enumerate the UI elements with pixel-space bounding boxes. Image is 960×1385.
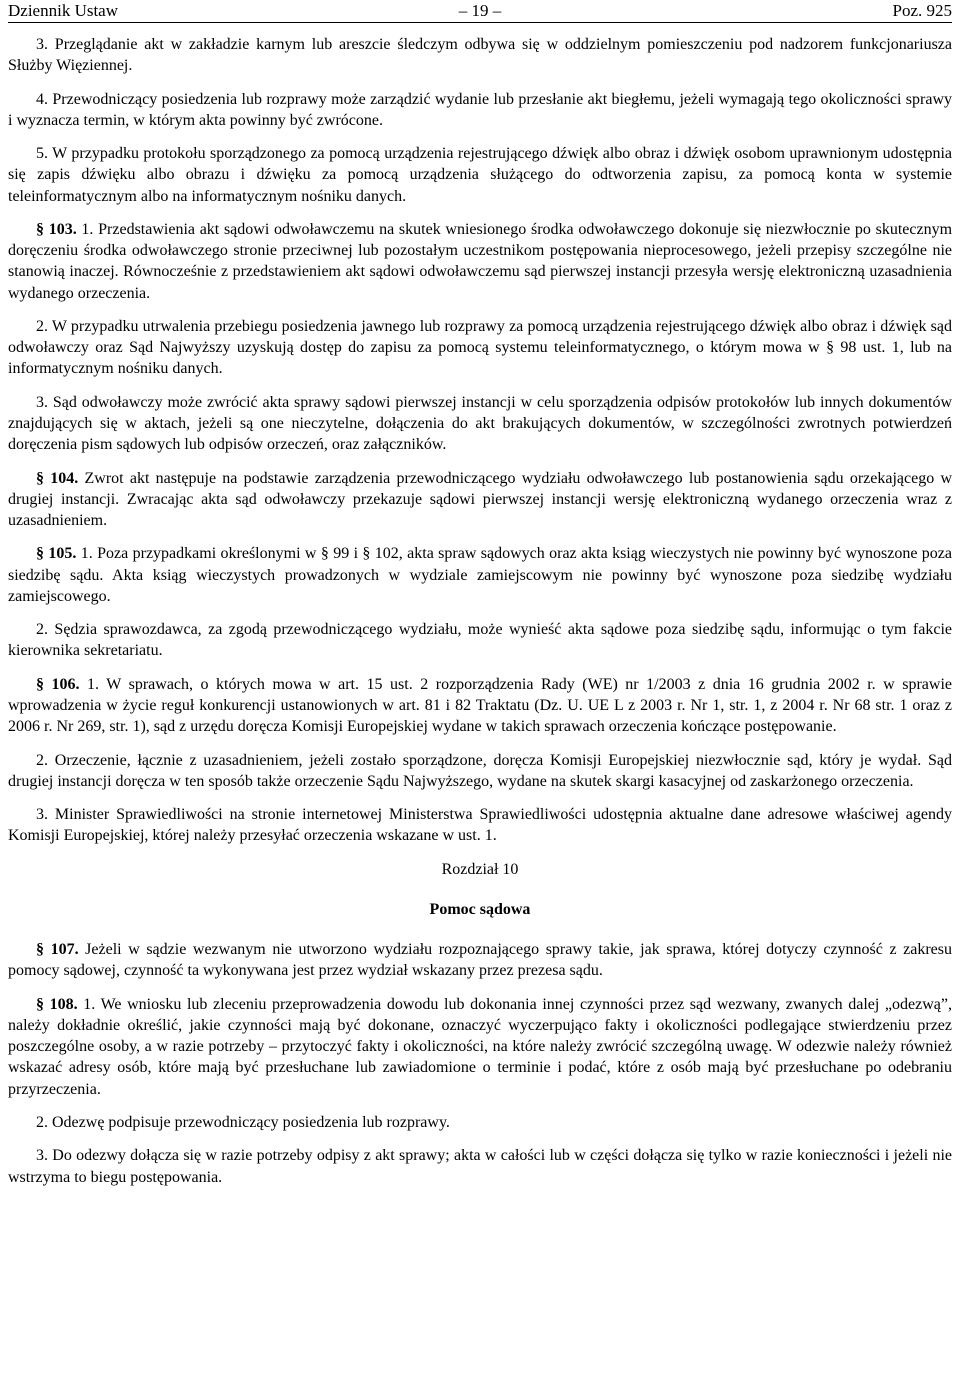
paragraph [8,143,952,207]
paragraph-lead: § 107. [36,941,79,959]
paragraph-text: 4. Przewodniczący posiedzenia lub rozprawy może zarządzić wydanie lub przesłanie akt biegłemu, jeżeli wymagają tego okoliczności sprawy i wyznacza termin, w którym akta powinny być zwrócone. [8,90,952,129]
document-body [8,34,952,1200]
paragraph-lead: § 105. [36,545,77,563]
paragraph-text: 3. Minister Sprawiedliwości na stronie internetowej Ministerstwa Sprawiedliwości udostępnia aktualne dane adresowe właściwej agendy Komisji Europejskiej, której należy przesyłać orzeczenia wskazane w ust. 1. [8,806,952,845]
paragraph-text: 2. Orzeczenie, łącznie z uzasadnieniem, jeżeli zostało sporządzone, doręcza Komisji Europejskiej niezwłocznie sąd, który je wydał. Sąd drugiej instancji doręcza w ten sposób także orzeczenie Sądu Najwyższego, wydane na skutek skargi kasacyjnej od zaskarżonego orzeczenia. [8,751,952,790]
paragraph-text: 5. W przypadku protokołu sporządzonego za pomocą urządzenia rejestrującego dźwięk albo obraz i dźwięk osobom uprawnionym udostępnia się zapis dźwięku albo obrazu i dźwięku za pomocą urządzenia służącego do odtworzenia zapisu, za pomocą konta w systemie teleinformatycznym albo na informatycznym nośniku danych. [8,145,952,205]
paragraph [8,392,952,456]
paragraph-text: 2. W przypadku utrwalenia przebiegu posiedzenia jawnego lub rozprawy za pomocą urządzenia rejestrującego dźwięk albo obraz i dźwięk sąd odwoławczy oraz Sąd Najwyższy uzyskują dostęp do zapisu za pomocą systemu teleinformatycznego, o którym mowa w § 98 ust. 1, lub na informatycznym nośniku danych. [8,317,952,378]
paragraph-text: 2. Odezwę podpisuje przewodniczący posiedzenia lub rozprawy. [36,1113,450,1131]
paragraph-text: 3. Sąd odwoławczy może zwrócić akta sprawy sądowi pierwszej instancji w celu sporządzenia odpisów protokołów lub innych dokumentów znajdujących się w aktach, jeżeli są one nieczytelne, dołączenia do akt brakujących dokumentów, w szczególności zwrotnych potwierdzeń doręczenia pism sądowych lub odpisów orzeczeń, oraz załączników. [8,393,952,454]
paragraph-text: 1. Przedstawienia akt sądowi odwoławczemu na skutek wniesionego środka odwoławczego dokonuje się niezwłocznie po skutecznym doręczeniu środka odwoławczego stronie przeciwnej lub pozostałym uczestnikom postępowania nieprocesowego, jeżeli przepisy szczególne nie stanowią inaczej. Równocześnie z przedstawieniem akt sądowi odwoławczemu sąd pierwszej instancji przesyła wersję elektroniczną uzasadnienia wydanego orzeczenia. [8,220,953,302]
page-header [8,0,952,23]
paragraph-text: 2. Sędzia sprawozdawca, za zgodą przewodniczącego wydziału, może wynieść akta sądowe poza siedzibę sądu, informując o tym fakcie kierownika sekretariatu. [8,621,952,660]
paragraph-text: 1. We wniosku lub zleceniu przeprowadzenia dowodu lub dokonania innej czynności przez sąd wezwany, zwanych dalej „odezwą”, należy dokładnie określić, jakie czynności mają być dokonane, oznaczyć wyczerpująco fakty i okoliczności podlegające stwierdzeniu przez poszczególne osoby, a w razie potrzeby – przytoczyć fakty i okoliczności, na które należy zwrócić szczególną uwagę. W odezwie należy również wskazać adresy osób, które mają być przesłuchane lub zawiadomione o terminie i podać, które z osób mają być przesłuchane po odebraniu przyrzeczenia. [8,995,952,1098]
paragraph-text: 1. Poza przypadkami określonymi w § 99 i § 102, akta spraw sądowych oraz akta ksiąg wieczystych nie powinny być wynoszone poza siedzibę sądu. Akta ksiąg wieczystych prowadzonych w wydziale zamiejscowym nie powinny być wynoszone poza siedzibę wydziału zamiejscowego. [8,545,953,605]
paragraph [8,674,952,738]
chapter-title: Pomoc sądowa [429,900,531,918]
position-number: Poz. 925 [892,1,952,20]
paragraph [8,1145,952,1187]
paragraph [8,939,952,981]
paragraph-text: Jeżeli w sądzie wezwanym nie utworzono wydziału rozpoznającego sprawy takie, jak sprawa, której dotyczy czynność z zakresu pomocy sądowej, czynność ta wykonywana jest przez wydział wskazany przez prezesa sądu. [8,941,952,980]
paragraph-text: 3. Przeglądanie akt w zakładzie karnym lub areszcie śledczym odbywa się w oddzielnym pomieszczeniu pod nadzorem funkcjonariusza Służby Więziennej. [8,36,952,75]
paragraph [8,1112,952,1133]
paragraph [8,468,952,532]
paragraph-text: Zwrot akt następuje na podstawie zarządzenia przewodniczącego wydziału odwoławczego lub postanowienia sądu orzekającego w drugiej instancji. Zwracając akta sąd odwoławczy przekazuje sądowi pierwszej instancji wersję elektroniczną wydanego orzeczenia wraz z uzasadnieniem. [8,469,953,529]
paragraph [8,543,952,607]
paragraph [8,34,952,76]
paragraph-text: 1. W sprawach, o których mowa w art. 15 ust. 2 rozporządzenia Rady (WE) nr 1/2003 z dnia 16 grudnia 2002 r. w sprawie wprowadzenia w życie reguł konkurencji ustanowionych w art. 81 i 82 Traktatu (Dz. U. UE L z 2003 r. Nr 1, str. 1, z 2004 r. Nr 68 str. 1 oraz z 2006 r. Nr 269, str. 1), sąd z urzędu doręcza Komisji Europejskiej wydane w takich sprawach orzeczenia kończące postępowanie. [8,675,953,736]
paragraph [8,804,952,846]
journal-title: Dziennik Ustaw [8,1,119,20]
paragraph [8,994,952,1100]
paragraph-lead: § 106. [36,675,80,693]
page-number: – 19 – [458,1,502,20]
paragraph [8,316,952,380]
paragraph-lead: § 108. [36,995,78,1013]
paragraph [8,89,952,131]
paragraph-text: 3. Do odezwy dołącza się w razie potrzeby odpisy z akt sprawy; akta w całości lub w części dołącza się tylko w razie konieczności i jeżeli nie wstrzyma to biegu postępowania. [8,1147,952,1186]
paragraph [8,619,952,661]
paragraph-lead: § 104. [36,469,79,487]
chapter-number: Rozdział 10 [441,860,519,878]
paragraph [8,219,952,304]
paragraph [8,750,952,792]
paragraph-lead: § 103. [36,220,77,238]
